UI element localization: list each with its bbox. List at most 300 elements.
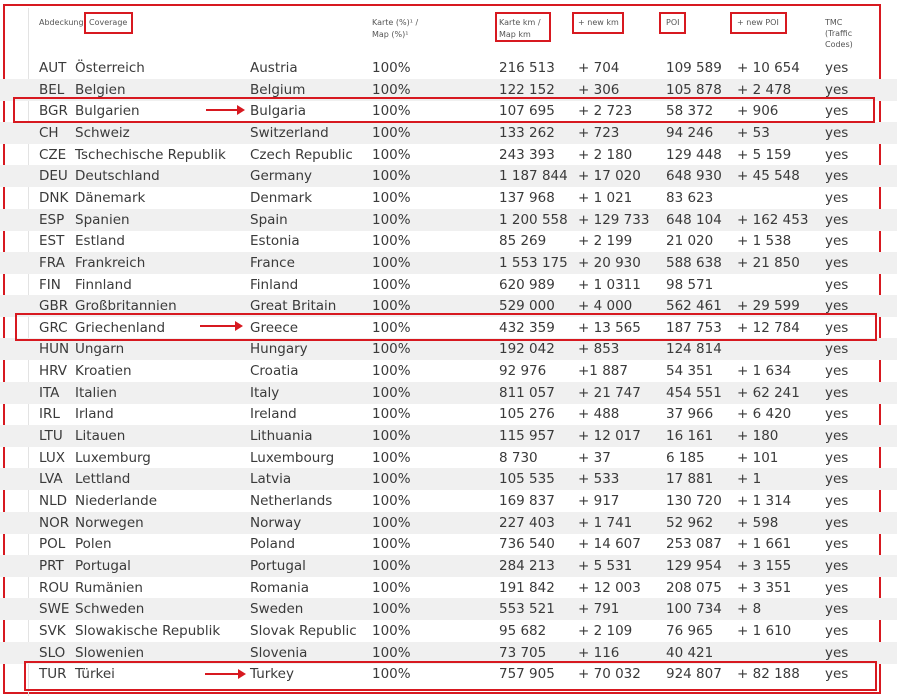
new-poi-cell: + 180 [737, 428, 779, 445]
tmc-status-cell: yes [825, 514, 849, 531]
poi-count-cell: 648 104 [666, 211, 722, 228]
table-row [0, 425, 897, 447]
new-km-cell: + 1 741 [578, 514, 633, 531]
header-tmc: TMC [825, 18, 843, 27]
german-name-cell: Großbritannien [75, 298, 177, 315]
map-km-cell: 107 695 [499, 103, 555, 120]
map-percent-cell: 100% [372, 298, 411, 315]
poi-count-cell: 588 638 [666, 254, 722, 271]
tmc-status-cell: yes [825, 644, 849, 661]
poi-count-cell: 253 087 [666, 536, 722, 553]
map-percent-cell: 100% [372, 319, 411, 336]
karte-km-highlight-box [495, 12, 551, 42]
header-tmc-codes: Codes) [825, 40, 853, 49]
country-code-cell: SWE [39, 601, 70, 618]
poi-count-cell: 924 807 [666, 666, 722, 683]
new-poi-cell: + 1 634 [737, 363, 792, 380]
table-row [0, 360, 897, 382]
map-percent-cell: 100% [372, 168, 411, 185]
map-km-cell: 105 276 [499, 406, 555, 423]
tmc-status-cell: yes [825, 146, 849, 163]
header-abdeckung: Abdeckung [39, 18, 84, 27]
country-code-cell: LUX [39, 449, 65, 466]
new-km-cell: + 37 [578, 449, 611, 466]
new-km-cell: + 2 109 [578, 622, 633, 639]
english-name-cell: Spain [250, 211, 288, 228]
tmc-status-cell: yes [825, 124, 849, 141]
table-row [0, 122, 897, 144]
german-name-cell: Lettland [75, 471, 131, 488]
new-km-cell: + 853 [578, 341, 620, 358]
country-code-cell: HUN [39, 341, 70, 358]
map-percent-cell: 100% [372, 189, 411, 206]
poi-count-cell: 129 448 [666, 146, 722, 163]
map-km-cell: 227 403 [499, 514, 555, 531]
tmc-status-cell: yes [825, 666, 849, 683]
tmc-status-cell: yes [825, 536, 849, 553]
poi-count-cell: 6 185 [666, 449, 705, 466]
new-km-cell: + 17 020 [578, 168, 641, 185]
header-poi: POI [666, 18, 680, 27]
table-row [0, 274, 897, 296]
new-poi-cell: + 1 314 [737, 493, 792, 509]
english-name-cell: Netherlands [250, 493, 333, 509]
english-name-cell: Italy [250, 384, 280, 401]
poi-count-cell: 109 589 [666, 60, 722, 76]
new-km-cell: + 791 [578, 601, 620, 618]
english-name-cell: Austria [250, 60, 298, 76]
poi-count-cell: 105 878 [666, 81, 722, 98]
country-code-cell: GRC [39, 319, 68, 336]
map-percent-cell: 100% [372, 363, 411, 380]
header-new-poi: + new POI [737, 18, 779, 27]
map-km-cell: 284 213 [499, 557, 555, 574]
country-code-cell: NOR [39, 514, 70, 531]
country-code-cell: LTU [39, 428, 63, 445]
table-row [0, 620, 897, 642]
map-km-cell: 432 359 [499, 319, 555, 336]
map-km-cell: 133 262 [499, 124, 555, 141]
tmc-status-cell: yes [825, 579, 849, 596]
german-name-cell: Luxemburg [75, 449, 151, 466]
german-name-cell: Rumänien [75, 579, 143, 596]
english-name-cell: Poland [250, 536, 296, 553]
table-row [0, 577, 897, 599]
english-name-cell: Croatia [250, 363, 299, 380]
table-row [0, 209, 897, 231]
german-name-cell: Frankreich [75, 254, 146, 271]
english-name-cell: Ireland [250, 406, 297, 423]
header-tmc-traffic: (Traffic [825, 29, 853, 38]
table-row [0, 144, 897, 166]
poi-count-cell: 58 372 [666, 103, 714, 120]
table-row [0, 382, 897, 404]
map-percent-cell: 100% [372, 449, 411, 466]
map-km-cell: 243 393 [499, 146, 555, 163]
country-code-cell: LVA [39, 471, 63, 488]
german-name-cell: Norwegen [75, 514, 144, 531]
table-row [0, 165, 897, 187]
poi-count-cell: 83 623 [666, 189, 714, 206]
new-km-cell: + 704 [578, 60, 620, 76]
tmc-status-cell: yes [825, 103, 849, 120]
new-km-cell: + 14 607 [578, 536, 641, 553]
english-name-cell: Denmark [250, 189, 313, 206]
map-percent-cell: 100% [372, 384, 411, 401]
map-km-cell: 92 976 [499, 363, 547, 380]
german-name-cell: Finnland [75, 276, 132, 293]
map-km-cell: 95 682 [499, 622, 547, 639]
country-code-cell: ESP [39, 211, 65, 228]
map-km-cell: 553 521 [499, 601, 555, 618]
table-row [0, 403, 897, 425]
poi-count-cell: 37 966 [666, 406, 714, 423]
country-code-cell: BGR [39, 103, 68, 120]
map-km-cell: 1 553 175 [499, 254, 568, 271]
map-km-cell: 105 535 [499, 471, 555, 488]
new-poi-cell: + 1 610 [737, 622, 792, 639]
map-km-cell: 137 968 [499, 189, 555, 206]
tmc-status-cell: yes [825, 81, 849, 98]
tmc-status-cell: yes [825, 449, 849, 466]
header-karte-km: Karte km / [499, 18, 541, 27]
german-name-cell: Polen [75, 536, 112, 553]
german-name-cell: Litauen [75, 428, 126, 445]
table-row [0, 468, 897, 490]
country-code-cell: SLO [39, 644, 66, 661]
tmc-status-cell: yes [825, 384, 849, 401]
country-code-cell: NLD [39, 493, 68, 509]
country-code-cell: FIN [39, 276, 61, 293]
greece-arrow-icon [200, 325, 236, 327]
german-name-cell: Österreich [75, 60, 145, 76]
poi-count-cell: 454 551 [666, 384, 722, 401]
poi-count-cell: 98 571 [666, 276, 714, 293]
poi-highlight-box [659, 12, 686, 34]
tmc-status-cell: yes [825, 60, 849, 76]
german-name-cell: Deutschland [75, 168, 160, 185]
new-poi-cell: + 2 478 [737, 81, 792, 98]
turkey-row-highlight [24, 661, 877, 691]
new-poi-cell: + 162 453 [737, 211, 809, 228]
new-poi-cell: + 906 [737, 103, 779, 120]
new-poi-cell: + 3 155 [737, 557, 792, 574]
map-percent-cell: 100% [372, 622, 411, 639]
poi-count-cell: 648 930 [666, 168, 722, 185]
poi-count-cell: 21 020 [666, 233, 714, 250]
coverage-highlight-box [84, 12, 133, 34]
tmc-status-cell: yes [825, 557, 849, 574]
header-map-pct: Map (%)¹ [372, 30, 409, 39]
poi-count-cell: 562 461 [666, 298, 722, 315]
table-row [0, 230, 897, 252]
tmc-status-cell: yes [825, 471, 849, 488]
tmc-status-cell: yes [825, 319, 849, 336]
poi-count-cell: 124 814 [666, 341, 722, 358]
map-percent-cell: 100% [372, 536, 411, 553]
german-name-cell: Türkei [75, 666, 115, 683]
country-code-cell: EST [39, 233, 65, 250]
map-km-cell: 1 187 844 [499, 168, 568, 185]
german-name-cell: Dänemark [75, 189, 146, 206]
new-km-cell: + 116 [578, 644, 620, 661]
map-percent-cell: 100% [372, 557, 411, 574]
poi-count-cell: 54 351 [666, 363, 714, 380]
new-km-cell: + 723 [578, 124, 620, 141]
map-km-cell: 169 837 [499, 493, 555, 509]
tmc-status-cell: yes [825, 601, 849, 618]
english-name-cell: Greece [250, 319, 299, 336]
table-row [0, 555, 897, 577]
country-code-cell: DNK [39, 189, 69, 206]
map-km-cell: 1 200 558 [499, 211, 568, 228]
poi-count-cell: 187 753 [666, 319, 722, 336]
new-poi-cell: + 1 661 [737, 536, 792, 553]
english-name-cell: Sweden [250, 601, 304, 618]
map-km-cell: 811 057 [499, 384, 555, 401]
german-name-cell: Spanien [75, 211, 130, 228]
new-km-cell: + 21 747 [578, 384, 641, 401]
english-name-cell: Slovak Republic [250, 622, 357, 639]
map-percent-cell: 100% [372, 233, 411, 250]
german-name-cell: Kroatien [75, 363, 132, 380]
german-name-cell: Griechenland [75, 319, 166, 336]
english-name-cell: Norway [250, 514, 302, 531]
german-name-cell: Italien [75, 384, 117, 401]
new-km-cell: + 70 032 [578, 666, 641, 683]
tmc-status-cell: yes [825, 406, 849, 423]
new-poi-cell: + 10 654 [737, 60, 800, 76]
new-km-cell: + 12 003 [578, 579, 641, 596]
english-name-cell: Portugal [250, 557, 306, 574]
new-poi-cell: + 1 538 [737, 233, 792, 250]
table-row [0, 187, 897, 209]
map-percent-cell: 100% [372, 124, 411, 141]
poi-count-cell: 76 965 [666, 622, 714, 639]
new-poi-cell: + 29 599 [737, 298, 800, 315]
table-row [0, 252, 897, 274]
table-row [0, 338, 897, 360]
country-code-cell: PRT [39, 557, 64, 574]
country-code-cell: IRL [39, 406, 60, 423]
header-coverage: Coverage [89, 18, 128, 27]
tmc-status-cell: yes [825, 428, 849, 445]
poi-count-cell: 208 075 [666, 579, 722, 596]
map-percent-cell: 100% [372, 276, 411, 293]
english-name-cell: Bulgaria [250, 103, 306, 120]
new-poi-cell: + 8 [737, 601, 762, 618]
english-name-cell: Romania [250, 579, 310, 596]
tmc-status-cell: yes [825, 254, 849, 271]
map-percent-cell: 100% [372, 254, 411, 271]
map-percent-cell: 100% [372, 666, 411, 683]
map-km-cell: 620 989 [499, 276, 555, 293]
english-name-cell: Germany [250, 168, 313, 185]
country-code-cell: POL [39, 536, 66, 553]
turkey-arrow-icon [205, 673, 239, 675]
map-km-cell: 757 905 [499, 666, 555, 683]
english-name-cell: Belgium [250, 81, 306, 98]
country-code-cell: GBR [39, 298, 69, 315]
new-poi-cell: + 82 188 [737, 666, 800, 683]
bulgaria-arrow-icon [206, 109, 238, 111]
english-name-cell: Turkey [250, 666, 294, 683]
map-km-cell: 191 842 [499, 579, 555, 596]
new-poi-cell: + 6 420 [737, 406, 792, 423]
english-name-cell: France [250, 254, 295, 271]
new-poi-cell: + 3 351 [737, 579, 792, 596]
english-name-cell: Czech Republic [250, 146, 353, 163]
map-km-cell: 85 269 [499, 233, 547, 250]
new-km-highlight-box [572, 12, 624, 34]
tmc-status-cell: yes [825, 493, 849, 509]
header-karte-pct: Karte (%)¹ / [372, 18, 419, 27]
new-km-cell: + 1 0311 [578, 276, 641, 293]
table-row [0, 598, 897, 620]
german-name-cell: Slowakische Republik [75, 622, 221, 639]
map-percent-cell: 100% [372, 146, 411, 163]
english-name-cell: Luxembourg [250, 449, 335, 466]
german-name-cell: Tschechische Republik [75, 146, 226, 163]
new-km-cell: + 12 017 [578, 428, 641, 445]
english-name-cell: Finland [250, 276, 299, 293]
map-percent-cell: 100% [372, 211, 411, 228]
german-name-cell: Ungarn [75, 341, 125, 358]
table-row [0, 490, 897, 512]
new-km-cell: + 917 [578, 493, 620, 509]
map-percent-cell: 100% [372, 103, 411, 120]
new-km-cell: + 533 [578, 471, 620, 488]
new-km-cell: + 2 180 [578, 146, 633, 163]
map-percent-cell: 100% [372, 493, 411, 509]
english-name-cell: Switzerland [250, 124, 329, 141]
map-percent-cell: 100% [372, 601, 411, 618]
new-poi-cell: + 45 548 [737, 168, 800, 185]
tmc-status-cell: yes [825, 276, 849, 293]
tmc-status-cell: yes [825, 211, 849, 228]
map-km-cell: 216 513 [499, 60, 555, 76]
german-name-cell: Portugal [75, 557, 131, 574]
new-poi-cell: + 101 [737, 449, 779, 466]
new-poi-cell: + 5 159 [737, 146, 792, 163]
country-code-cell: HRV [39, 363, 68, 380]
map-km-cell: 529 000 [499, 298, 555, 315]
map-percent-cell: 100% [372, 81, 411, 98]
poi-count-cell: 17 881 [666, 471, 714, 488]
new-poi-cell: + 12 784 [737, 319, 800, 336]
poi-count-cell: 52 962 [666, 514, 714, 531]
new-poi-highlight-box [730, 12, 787, 34]
header-map-km: Map km [499, 30, 531, 39]
new-poi-cell: + 53 [737, 124, 770, 141]
country-code-cell: BEL [39, 81, 65, 98]
country-code-cell: CZE [39, 146, 67, 163]
new-km-cell: + 488 [578, 406, 620, 423]
new-km-cell: + 306 [578, 81, 620, 98]
tmc-status-cell: yes [825, 341, 849, 358]
map-percent-cell: 100% [372, 341, 411, 358]
table-row [0, 533, 897, 555]
new-km-cell: + 1 021 [578, 189, 633, 206]
english-name-cell: Estonia [250, 233, 300, 250]
map-percent-cell: 100% [372, 406, 411, 423]
country-code-cell: DEU [39, 168, 68, 185]
tmc-status-cell: yes [825, 189, 849, 206]
tmc-status-cell: yes [825, 298, 849, 315]
tmc-status-cell: yes [825, 622, 849, 639]
greece-row-highlight [15, 313, 877, 341]
english-name-cell: Latvia [250, 471, 292, 488]
english-name-cell: Slovenia [250, 644, 308, 661]
table-row [0, 447, 897, 469]
map-percent-cell: 100% [372, 428, 411, 445]
new-poi-cell: + 598 [737, 514, 779, 531]
table-row [0, 512, 897, 534]
german-name-cell: Belgien [75, 81, 126, 98]
map-percent-cell: 100% [372, 471, 411, 488]
german-name-cell: Irland [75, 406, 114, 423]
map-km-cell: 122 152 [499, 81, 555, 98]
map-km-cell: 115 957 [499, 428, 555, 445]
german-name-cell: Schweden [75, 601, 145, 618]
new-km-cell: + 13 565 [578, 319, 641, 336]
german-name-cell: Schweiz [75, 124, 130, 141]
german-name-cell: Slowenien [75, 644, 145, 661]
new-km-cell: + 20 930 [578, 254, 641, 271]
country-code-cell: TUR [39, 666, 67, 683]
new-poi-cell: + 1 [737, 471, 762, 488]
map-percent-cell: 100% [372, 579, 411, 596]
poi-count-cell: 40 421 [666, 644, 714, 661]
english-name-cell: Lithuania [250, 428, 313, 445]
english-name-cell: Hungary [250, 341, 308, 358]
country-code-cell: AUT [39, 60, 67, 76]
new-km-cell: + 129 733 [578, 211, 650, 228]
new-poi-cell: + 21 850 [737, 254, 800, 271]
map-km-cell: 736 540 [499, 536, 555, 553]
poi-count-cell: 130 720 [666, 493, 722, 509]
tmc-status-cell: yes [825, 363, 849, 380]
poi-count-cell: 129 954 [666, 557, 722, 574]
map-km-cell: 73 705 [499, 644, 547, 661]
country-code-cell: ROU [39, 579, 69, 596]
header-new-km: + new km [578, 18, 619, 27]
new-km-cell: + 4 000 [578, 298, 633, 315]
bulgaria-row-highlight [13, 97, 875, 123]
tmc-status-cell: yes [825, 168, 849, 185]
table-row [0, 57, 897, 79]
poi-count-cell: 94 246 [666, 124, 714, 141]
new-km-cell: +1 887 [578, 363, 628, 380]
country-code-cell: CH [39, 124, 59, 141]
poi-count-cell: 100 734 [666, 601, 722, 618]
new-km-cell: + 2 199 [578, 233, 633, 250]
map-percent-cell: 100% [372, 60, 411, 76]
map-km-cell: 192 042 [499, 341, 555, 358]
english-name-cell: Great Britain [250, 298, 337, 315]
country-code-cell: ITA [39, 384, 60, 401]
new-km-cell: + 2 723 [578, 103, 633, 120]
map-percent-cell: 100% [372, 514, 411, 531]
tmc-status-cell: yes [825, 233, 849, 250]
new-poi-cell: + 62 241 [737, 384, 800, 401]
german-name-cell: Niederlande [75, 493, 158, 509]
german-name-cell: Estland [75, 233, 126, 250]
map-km-cell: 8 730 [499, 449, 538, 466]
new-km-cell: + 5 531 [578, 557, 633, 574]
map-percent-cell: 100% [372, 644, 411, 661]
german-name-cell: Bulgarien [75, 103, 140, 120]
